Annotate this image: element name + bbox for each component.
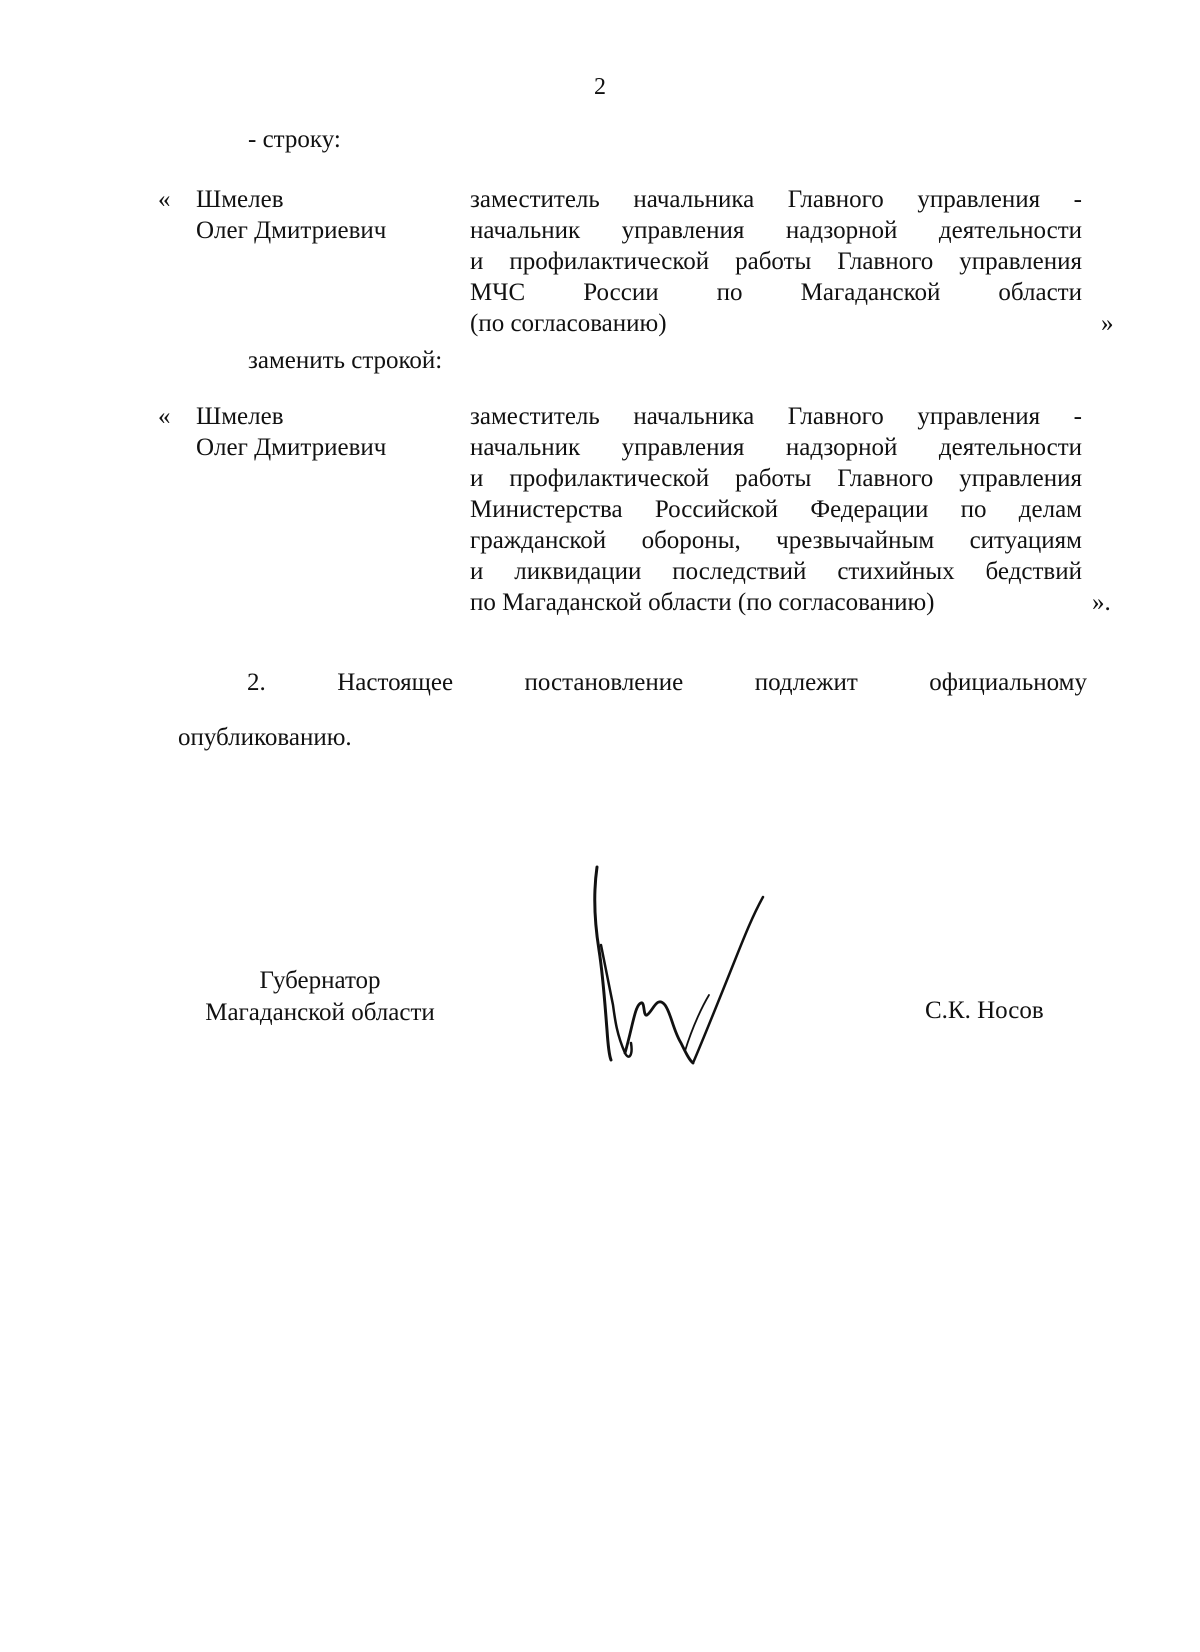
open-quote: « [158,186,171,213]
signer-name: С.К. Носов [925,997,1044,1024]
position-line: гражданской обороны, чрезвычайным ситуациям [470,527,1082,554]
position-line: начальник управления надзорной деятельности [470,217,1082,244]
signer-title [0,965,640,1029]
position-line: по Магаданской области (по согласованию) [470,589,935,616]
position-line: Министерства Российской Федерации по делам [470,496,1082,523]
signer-title-line-2: Магаданской области [205,999,435,1026]
position-text [470,401,1082,618]
surname: Шмелев [196,403,284,430]
person-name [196,401,386,463]
position-line: заместитель начальника Главного управления - [470,403,1082,430]
position-line: начальник управления надзорной деятельности [470,434,1082,461]
position-text [470,184,1082,339]
position-line: заместитель начальника Главного управления - [470,186,1082,213]
signer-title-line-1: Губернатор [259,967,381,994]
intro-label: - строку: [248,126,341,153]
open-quote: « [158,403,171,430]
paragraph-2-line-2: опубликованию. [178,724,352,751]
person-name [196,184,386,246]
position-line: и профилактической работы Главного управления [470,248,1082,275]
handwritten-signature [585,855,805,1075]
first-name-patronymic: Олег Дмитриевич [196,434,387,461]
surname: Шмелев [196,186,284,213]
paragraph-2-line-1: 2. Настоящее постановление подлежит официальному [247,669,1087,696]
replace-label: заменить строкой: [248,347,443,374]
page-number: 2 [594,74,606,100]
close-quote: ». [1092,589,1111,616]
position-line: и ликвидации последствий стихийных бедствий [470,558,1082,585]
first-name-patronymic: Олег Дмитриевич [196,217,387,244]
position-line: (по согласованию) [470,310,667,337]
position-line: и профилактической работы Главного управления [470,465,1082,492]
close-quote: » [1101,310,1114,337]
position-line: МЧС России по Магаданской области [470,279,1082,306]
